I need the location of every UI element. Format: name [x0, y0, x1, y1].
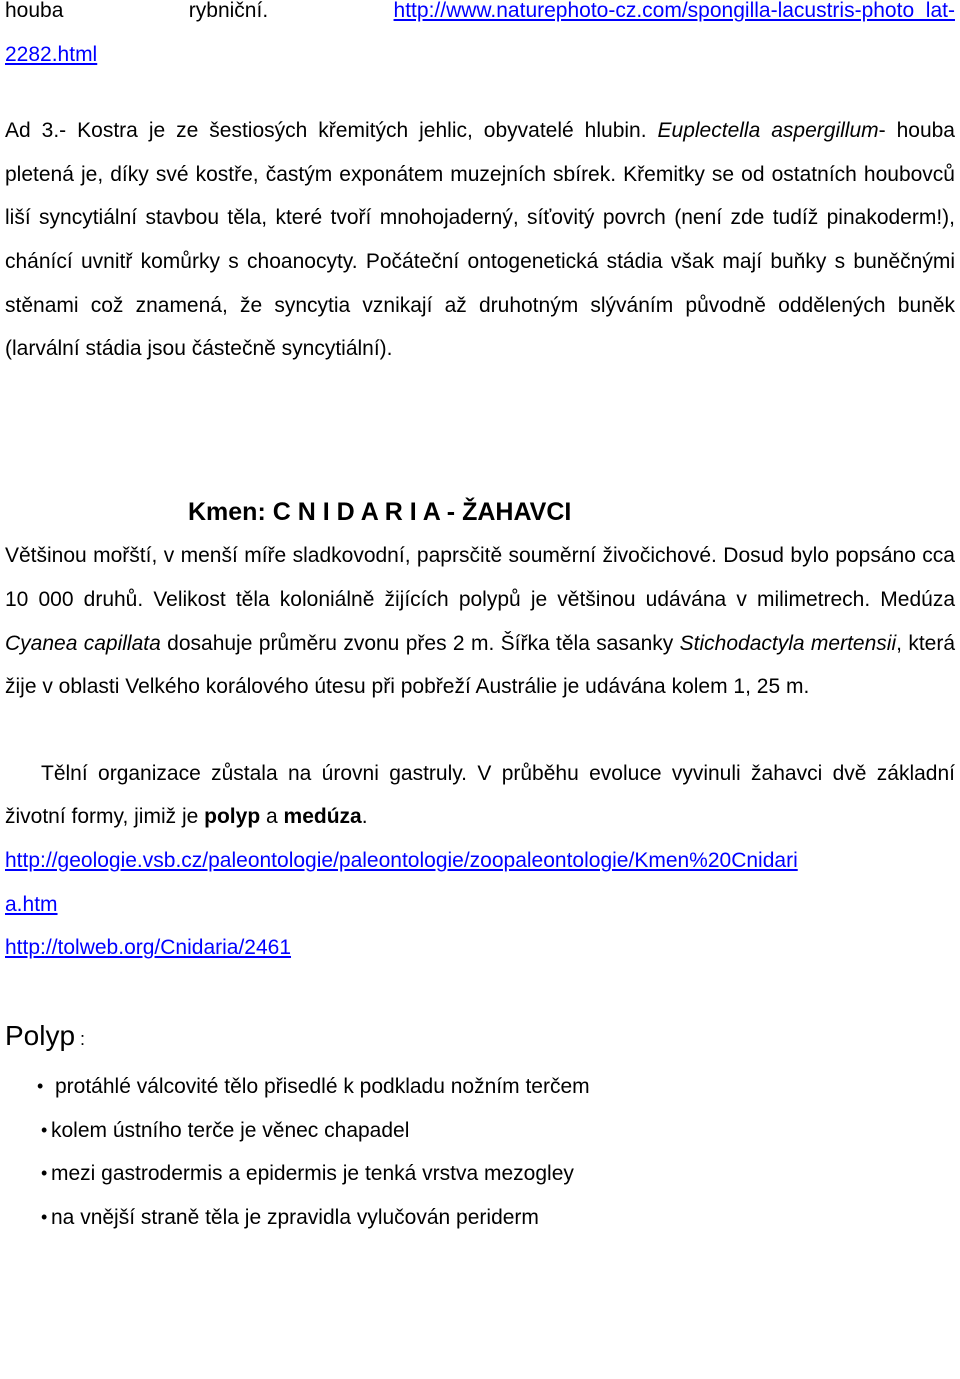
species-stichodactyla: Stichodactyla mertensii: [679, 631, 897, 655]
top-line: [5, 0, 955, 33]
naturephoto-link[interactable]: http://www.naturephoto-cz.com/spongilla-lacustris-photo_lat-: [393, 0, 955, 22]
spacer: [5, 371, 955, 491]
list-item-text: protáhlé válcovité tělo přisedlé k podkladu nožním terčem: [55, 1075, 590, 1099]
cnidaria-text-3: , která žije v oblasti Velkého korálového útesu při pobřeží Austrálie je udávána kolem 1, 25 m.: [5, 631, 956, 699]
geologie-link-line-2: [5, 883, 955, 927]
bullet-icon: •: [41, 1207, 48, 1228]
document-page: [5, 0, 955, 1240]
list-item-text: na vnější straně těla je zpravidla vylučován periderm: [51, 1206, 539, 1230]
bullet-icon: •: [41, 1119, 48, 1140]
cnidaria-text-2: dosahuje průměru zvonu přes 2 m. Šířka těla sasanky: [160, 631, 680, 655]
tolweb-link[interactable]: http://tolweb.org/Cnidaria/2461: [5, 936, 292, 960]
naturephoto-link-cont[interactable]: 2282.html: [5, 42, 98, 66]
ad3-text-2: - houba pletená je, díky své kostře, častým exponátem muzejních sbírek. Křemitky se od ostatních houbovců liší syncytiální stavbou těla, které tvoří mnohojaderný, síťovitý povrch (není zde tudíž pinakoderm!), chánící uvnitř komůrky s choanocyty. Počáteční ontogenetická stádia však mají buňky s buněčnými stěnami což znamená, že syncytia vznikají až druhotným slýváním původně oddělených buněk (larvální stádia jsou částečně syncytiální).: [5, 119, 955, 361]
organization-text-3: .: [361, 805, 368, 829]
top-prefix: houba rybniční.: [5, 0, 269, 22]
polyp-title-colon: :: [75, 1028, 86, 1049]
cnidaria-text-1: Většinou mořští, v menší míře sladkovodní, paprsčitě souměrní živočichové. Dosud bylo popsáno cca 10 000 druhů. Velikost těla koloniálně žijících polypů je většinou udávána v milimetrech. Medúza: [5, 544, 955, 611]
spacer: [5, 709, 955, 752]
cnidaria-paragraph: [5, 534, 955, 708]
list-item: [5, 1196, 955, 1240]
polyp-title: [5, 1014, 955, 1062]
bullet-icon: •: [41, 1163, 48, 1184]
bullet-icon: •: [37, 1076, 44, 1097]
term-polyp: polyp: [204, 805, 261, 829]
organization-text-2: a: [260, 805, 284, 829]
tolweb-link-line: [5, 926, 955, 970]
spacer: [5, 76, 955, 109]
polyp-feature-list: [5, 1065, 955, 1239]
geologie-link-cont[interactable]: a.htm: [5, 892, 58, 916]
species-euplectella: Euplectella aspergillum: [657, 119, 879, 143]
list-item-text: kolem ústního terče je věnec chapadel: [51, 1118, 410, 1142]
organization-text-1: Tělní organizace zůstala na úrovni gastruly. V průběhu evoluce vyvinuli žahavci dvě základní životní formy, jimiž je: [5, 761, 955, 829]
ad3-text-1: Ad 3.- Kostra je ze šestiosých křemitých jehlic, obyvatelé hlubin.: [5, 119, 658, 143]
list-item: [5, 1152, 955, 1196]
top-line-2: [5, 33, 955, 77]
species-cyanea: Cyanea capillata: [5, 631, 161, 655]
ad3-paragraph: [5, 109, 955, 371]
term-meduza: medúza: [283, 805, 362, 829]
phylum-heading: Kmen: C N I D A R I A - ŽAHAVCI: [188, 497, 572, 526]
geologie-link-line: [5, 839, 955, 883]
organization-paragraph: [5, 752, 955, 839]
polyp-title-text: Polyp: [5, 1019, 76, 1051]
list-item: [5, 1065, 955, 1109]
list-item-text: mezi gastrodermis a epidermis je tenká vrstva mezogley: [51, 1162, 574, 1186]
list-item: [5, 1109, 955, 1153]
spacer: [5, 970, 955, 1014]
geologie-link[interactable]: http://geologie.vsb.cz/paleontologie/paleontologie/zoopaleontologie/Kmen%20Cnidari: [5, 848, 798, 872]
